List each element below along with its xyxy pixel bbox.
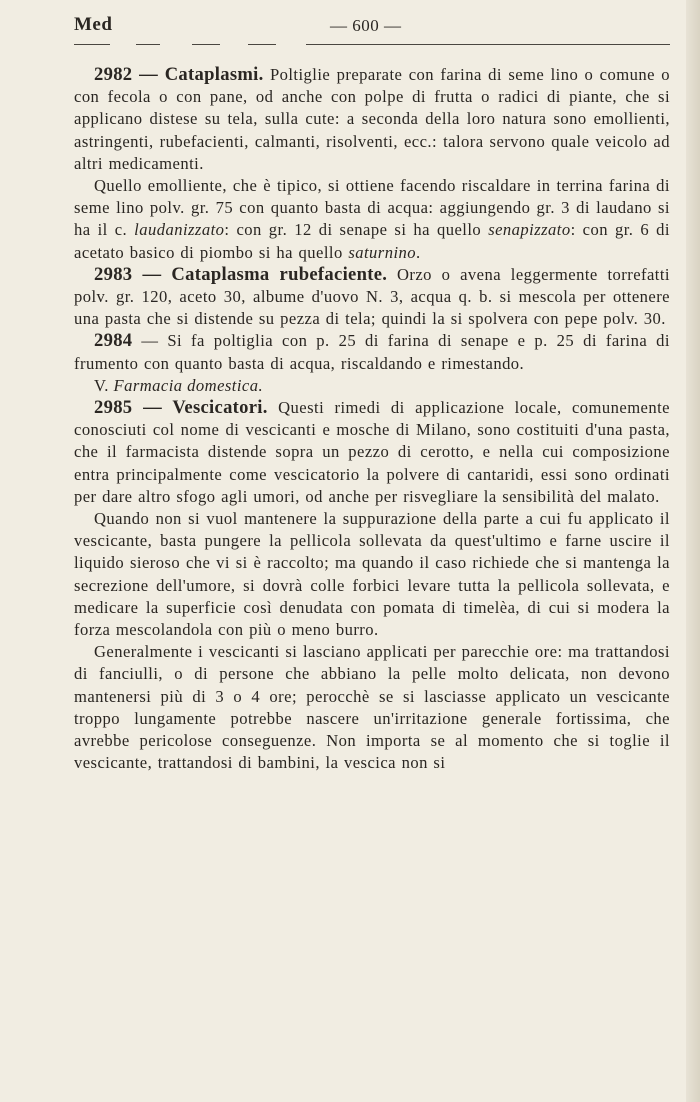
italic-term: laudanizzato [134,220,225,240]
paragraph-text: . [416,242,421,262]
entry-heading: 2983 — Cataplasma rubefaciente. [94,263,388,285]
header-rules [74,44,670,48]
paragraph-text: : con gr. 6 di acetato basico di piombo si ha quello [74,220,670,262]
entry-2985-paragraph-3: Generalmente i vescicanti si lasciano applicati per parecchie ore: ma trattandosi di fanciulli, o di persone che abbiano la pelle molto delicata, non devono mantenersi più di 3 o 4 ore; perocchè se si lasciasse applicato un vescicante troppo lungamente potrebbe nascere un'irritazione generale fortissima, che avrebbe pericolose conseguenze. Non importa se al momento che si toglie il vescicante, trattandosi di bambini, la vescica non si [74,642,670,773]
page-header [74,14,670,40]
section-title [74,375,670,397]
section-title-text: Farmacia domestica. [113,375,264,395]
italic-term: saturnino [348,242,416,262]
entry-text: Poltiglie preparate con farina di seme lino o comune o con fecola o con pane, od anche con polpe di frutta o radici di piante, che si applicano distese su tela, sulla cute: a seconda della loro natura sono emollienti, astringenti, rubefacienti, calmanti, risolventi, ecc.: talora servono quale veicolo ad altri medicamenti. [74,65,670,173]
header-rule [192,44,220,45]
entry-2985 [74,397,670,508]
section-numeral: V. [94,375,114,395]
entry-heading: 2982 — Cataplasmi. [94,64,264,85]
paragraph-text: : con gr. 12 di senape si ha quello [224,220,489,240]
header-rule [248,44,276,45]
entry-2984 [74,330,670,374]
entry-number: 2984 [94,330,133,352]
header-rule [136,44,160,45]
entry-2982 [74,64,670,175]
header-rule [74,44,110,45]
entry-2983 [74,264,670,331]
italic-term: senapizzato [488,220,571,240]
header-rule [306,44,670,45]
page-edge [686,0,700,1102]
entry-heading: 2985 — Vescicatori. [94,397,268,419]
entry-2982-continuation [74,175,670,264]
page-number: — 600 — [330,16,402,35]
running-head: Med [74,14,113,35]
entry-2985-paragraph-2: Quando non si vuol mantenere la suppurazione della parte a cui fu applicato il vescicante, basta pungere la pellicola sollevata da quest'ultimo e farne uscire il liquido sieroso che vi si è raccolto; ma quando il caso richiede che si mantenga la secrezione dell'umore, si dovrà colle forbici levare tutta la pellicola sollevata, e medicare la superficie così denudata con pomata di timelèa, di cui si modera la forza mescolandola con più o meno burro. [74,509,670,640]
entry-text: Orzo o avena leggermente torrefatti polv. gr. 120, aceto 30, albume d'uovo N. 3, acqua q. b. si mescola per ottenere una pasta che si distende su pezza di tela; quindi la si spolvera con pepe polv. 30. [74,264,670,329]
entry-text: Questi rimedi di applicazione locale, comunemente conosciuti col nome di vescicanti e mosche di Milano, sono costituiti d'una pasta, che il farmacista distende sopra un pezzo di cerotto, e nella cui composizione entra principalmente come vescicatorio la polvere di cantaridi, essi sono ordinati per dare altro sfogo agli umori, od anche per risvegliare la sensibilità del malato. [74,398,670,506]
body-text [74,64,670,775]
paragraph-text: Quello emolliente, che è tipico, si ottiene facendo riscaldare in terrina farina di seme lino polv. gr. 75 con quanto basta di acqua: aggiungendo gr. 3 di laudano si ha il c. [74,176,670,240]
entry-text: — Si fa poltiglia con p. 25 di farina di senape e p. 25 di farina di frumento con quanto basta di acqua, riscaldando e rimestando. [74,331,670,373]
